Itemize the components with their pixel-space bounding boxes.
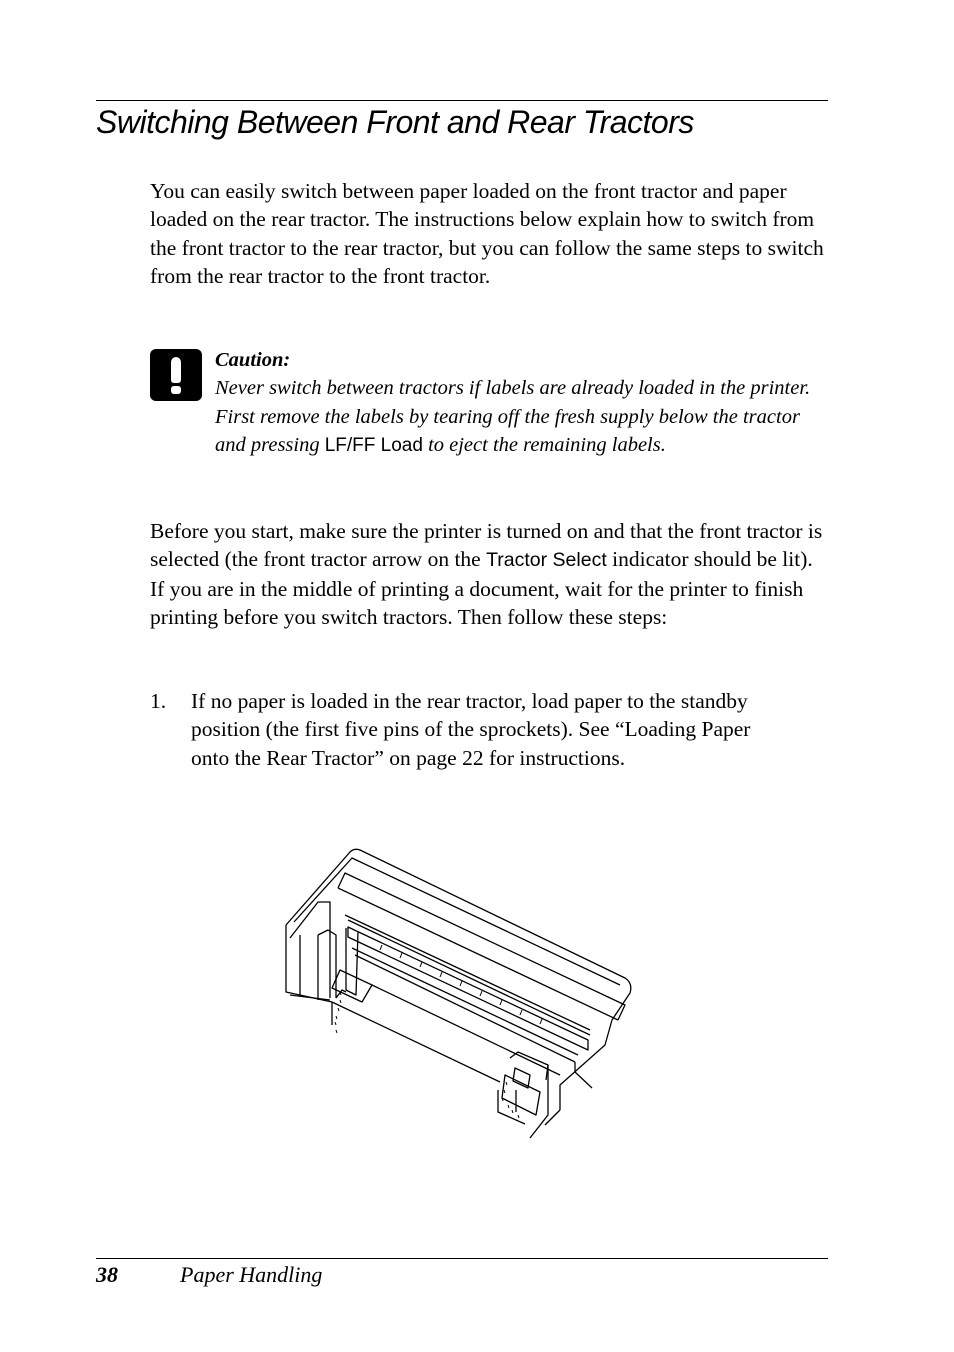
- section-title: Paper Handling: [180, 1262, 323, 1287]
- caution-note: [215, 346, 829, 461]
- printer-illustration: [280, 845, 640, 1145]
- tractor-select-indicator-name: Tractor Select: [486, 549, 607, 572]
- page-number: 38: [96, 1262, 118, 1287]
- step-text: If no paper is loaded in the rear tractor, load paper to the standby position (the first five pins of the sprockets). See “Loading Paper onto the Rear Tractor” on page 22 for instructions.: [191, 689, 751, 770]
- step-number: 1.: [150, 689, 167, 713]
- page-heading: Switching Between Front and Rear Tractors: [96, 104, 694, 140]
- before-start-paragraph: Before you start, make sure the printer is turned on and that the front tractor is selected (the front tractor arrow on the Tractor Select indicator should be lit). If you are in the middle of printing a document, wait for the printer to finish printing before you switch tractors. Then follow these steps:: [150, 519, 823, 630]
- intro-paragraph: You can easily switch between paper loaded on the front tractor and paper loaded on the rear tractor. The instructions below explain how to switch from the front tractor to the rear tractor, but you can follow the same steps to switch from the rear tractor to the front tractor.: [150, 179, 824, 289]
- caution-text: Never switch between tractors if labels are already loaded in the printer. First remove the labels by tearing off the fresh supply below the tractor and pressing LF/FF Load to eject the remaining labels.: [215, 377, 811, 457]
- footer-rule: [96, 1258, 828, 1259]
- lf-ff-load-button-name: LF/FF Load: [324, 435, 423, 457]
- caution-title: Caution:: [215, 349, 291, 371]
- caution-icon: [150, 349, 202, 401]
